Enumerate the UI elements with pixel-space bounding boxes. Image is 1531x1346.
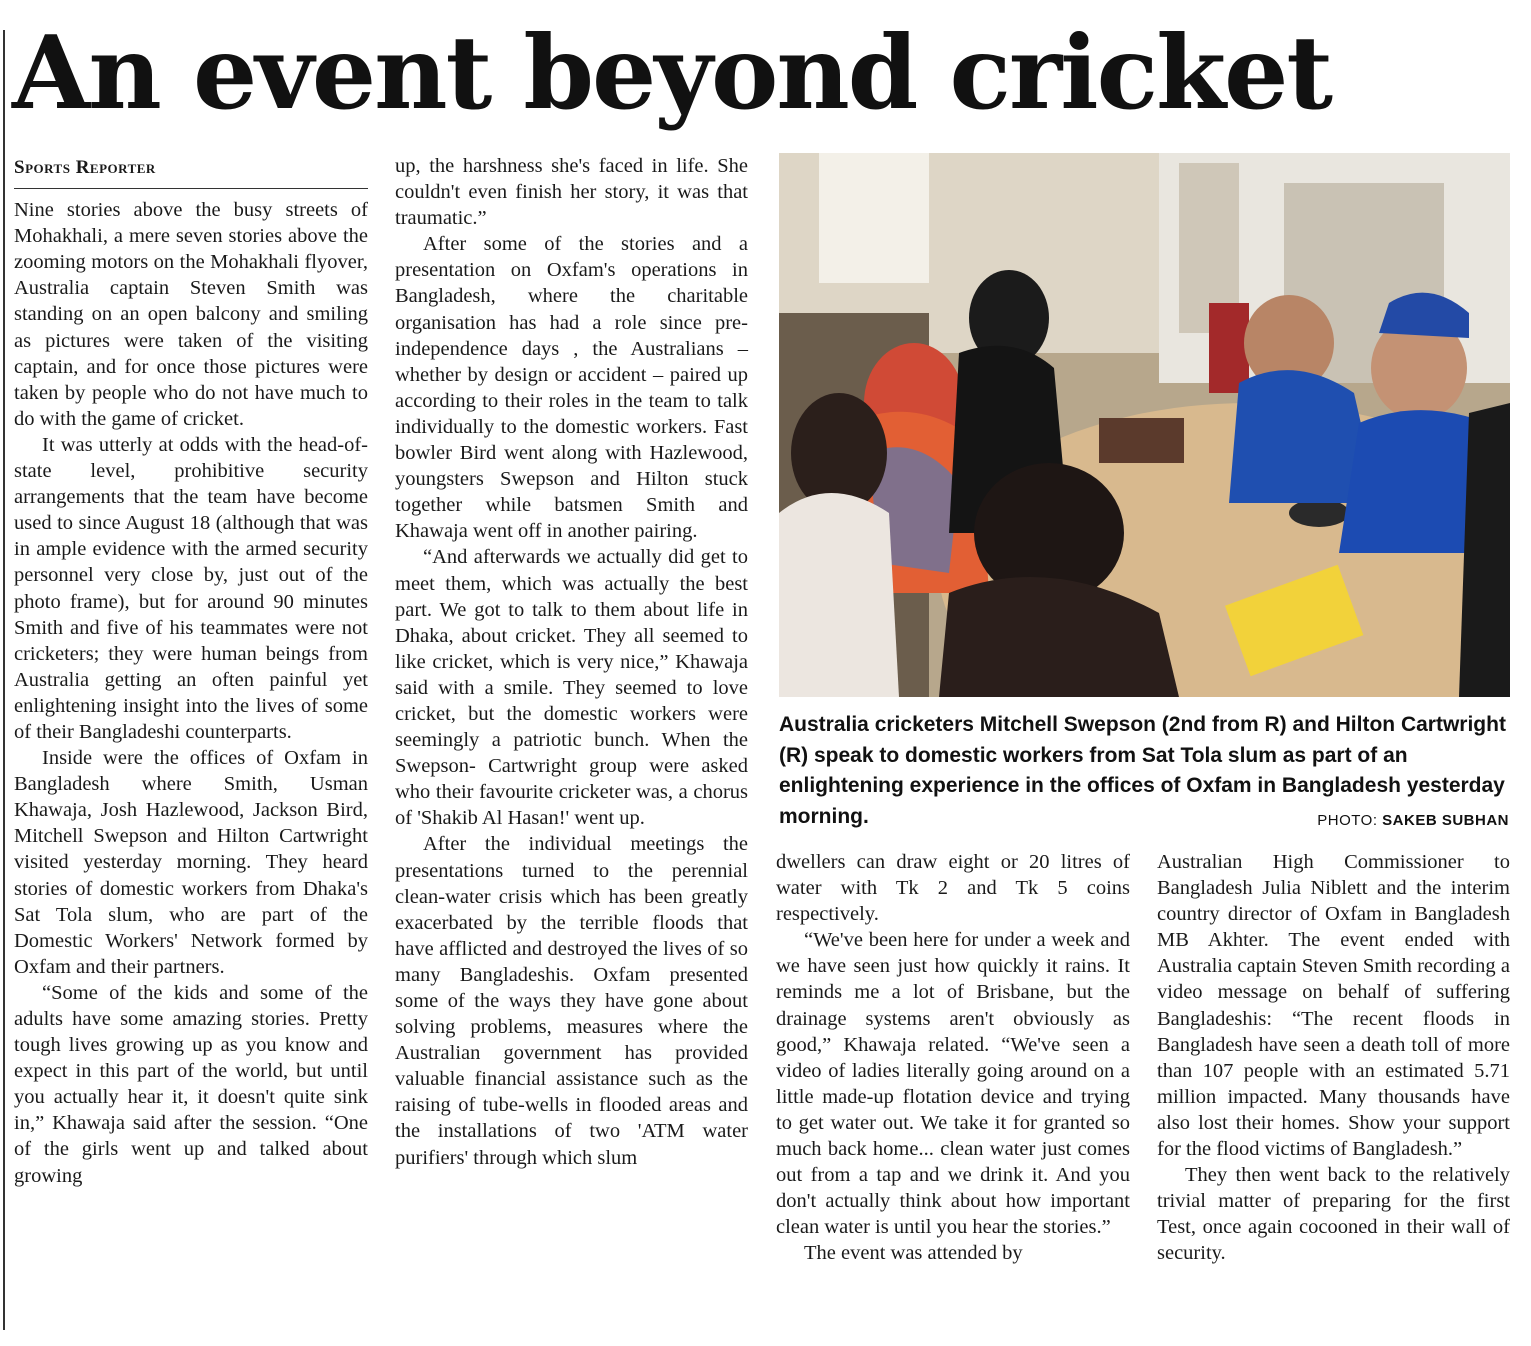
column-3: [776, 849, 1130, 1267]
photo-credit: [1317, 812, 1509, 829]
byline: Sports Reporter: [14, 153, 368, 189]
photo-caption: Australia cricketers Mitchell Swepson (2nd from R) and Hilton Cartwright (R) speak to domestic workers from Sat Tola slum as part of an enlightening experience in the offices of Oxfam in Bangladesh yesterday morning.: [779, 713, 1506, 828]
left-column-rule: [3, 30, 5, 1330]
paragraph-continued: up, the harshness she's faced in life. She couldn't even finish her story, it was that traumatic.”: [395, 155, 748, 230]
news-photo: [779, 153, 1510, 697]
photo-illustration: [779, 153, 1510, 697]
headline: An event beyond cricket: [12, 13, 1332, 132]
column-1: [14, 153, 368, 1189]
paragraph: After the individual meetings the presentations turned to the perennial clean-water crisis which has been greatly exacerbated by the terrible floods that have afflicted and destroyed the lives of so many Bangladeshis. Oxfam presented some of the ways they have gone about solving problems, measures where the Australian government has provided valuable financial assistance such as the raising of tube-wells in flooded areas and the installations of two 'ATM water purifiers' through which slum: [395, 833, 748, 1169]
paragraph-continued: dwellers can draw eight or 20 litres of water with Tk 2 and Tk 5 coins respectively.: [776, 851, 1130, 926]
paragraph-continued: Australian High Commissioner to Bangladesh Julia Niblett and the interim country director of Oxfam in Bangladesh MB Akhter. The event ended with Australia captain Steven Smith recording a video message on behalf of suffering Bangladeshis: “The recent floods in Bangladesh have seen a death toll of more than 107 people with an estimated 5.71 million impacted. Many thousands have also lost their homes. Show your support for the flood victims of Bangladesh.”: [1157, 851, 1510, 1161]
paragraph: “And afterwards we actually did get to meet them, which was actually the best part. We got to talk to them about life in Dhaka, about cricket. They all seemed to like cricket, which is very nice,” Khawaja said with a smile. They seemed to love cricket, but the domestic workers were seemingly a patriotic bunch. When the Swepson- Cartwright group were asked who their favourite cricketer was, a chorus of 'Shakib Al Hasan!' went up.: [395, 546, 748, 830]
photo-credit-label: PHOTO:: [1317, 812, 1378, 829]
paragraph: “Some of the kids and some of the adults have some amazing stories. Pretty tough lives growing up as you know and expect in this part of the world, but until you actually hear it, it doesn't quite sink in,” Khawaja said after the session. “One of the girls went up and talked about growing: [14, 981, 368, 1187]
paragraph: The event was attended by: [804, 1242, 1023, 1265]
paragraph: It was utterly at odds with the head-of-state level, prohibitive security arrangements that the team have become used to since August 18 (although that was in ample evidence with the armed security personnel very close by, just out of the photo frame), but for around 90 minutes Smith and five of his teammates were not cricketers; they were human beings from Australia getting an often painful yet enlightening insight into the lives of some of their Bangladeshi counterparts.: [14, 433, 368, 743]
paragraph: “We've been here for under a week and we have seen just how quickly it rains. It reminds me a lot of Brisbane, but the drainage systems aren't obviously as good,” Khawaja related. “We've seen a video of ladies literally going around on a little made-up flotation device and trying to get water out. We take it for granted so much back home... clean water just comes out from a tap and we drink it. And you don't actually think about how important clean water is until you hear the stories.”: [776, 929, 1130, 1239]
paragraph: After some of the stories and a presentation on Oxfam's operations in Bangladesh, where the charitable organisation has had a role since pre-independence days , the Australians – whether by design or accident – paired up according to their roles in the team to talk individually to the domestic workers. Fast bowler Bird went along with Hazlewood, youngsters Swepson and Hilton stuck together while batsmen Smith and Khawaja went off in another pairing.: [395, 233, 748, 543]
paragraph: Nine stories above the busy streets of Mohakhali, a mere seven stories above the zooming motors on the Mohakhali flyover, Australia captain Steven Smith was standing on an open balcony and smiling as pictures were taken of the visiting captain, and for once those pictures were taken by people who do not have much to do with the game of cricket.: [14, 199, 368, 430]
paragraph: They then went back to the relatively trivial matter of preparing for the first Test, once again cocooned in their wall of security.: [1157, 1164, 1510, 1265]
photo-credit-name: SAKEB SUBHAN: [1382, 812, 1509, 829]
column-4: [1157, 849, 1510, 1267]
column-2: [395, 153, 748, 1171]
paragraph: Inside were the offices of Oxfam in Bangladesh where Smith, Usman Khawaja, Josh Hazlewood, Jackson Bird, Mitchell Swepson and Hilton Cartwright visited yesterday morning. They heard stories of domestic workers from Dhaka's Sat Tola slum, who are part of the Domestic Workers' Network formed by Oxfam and their partners.: [14, 747, 368, 978]
